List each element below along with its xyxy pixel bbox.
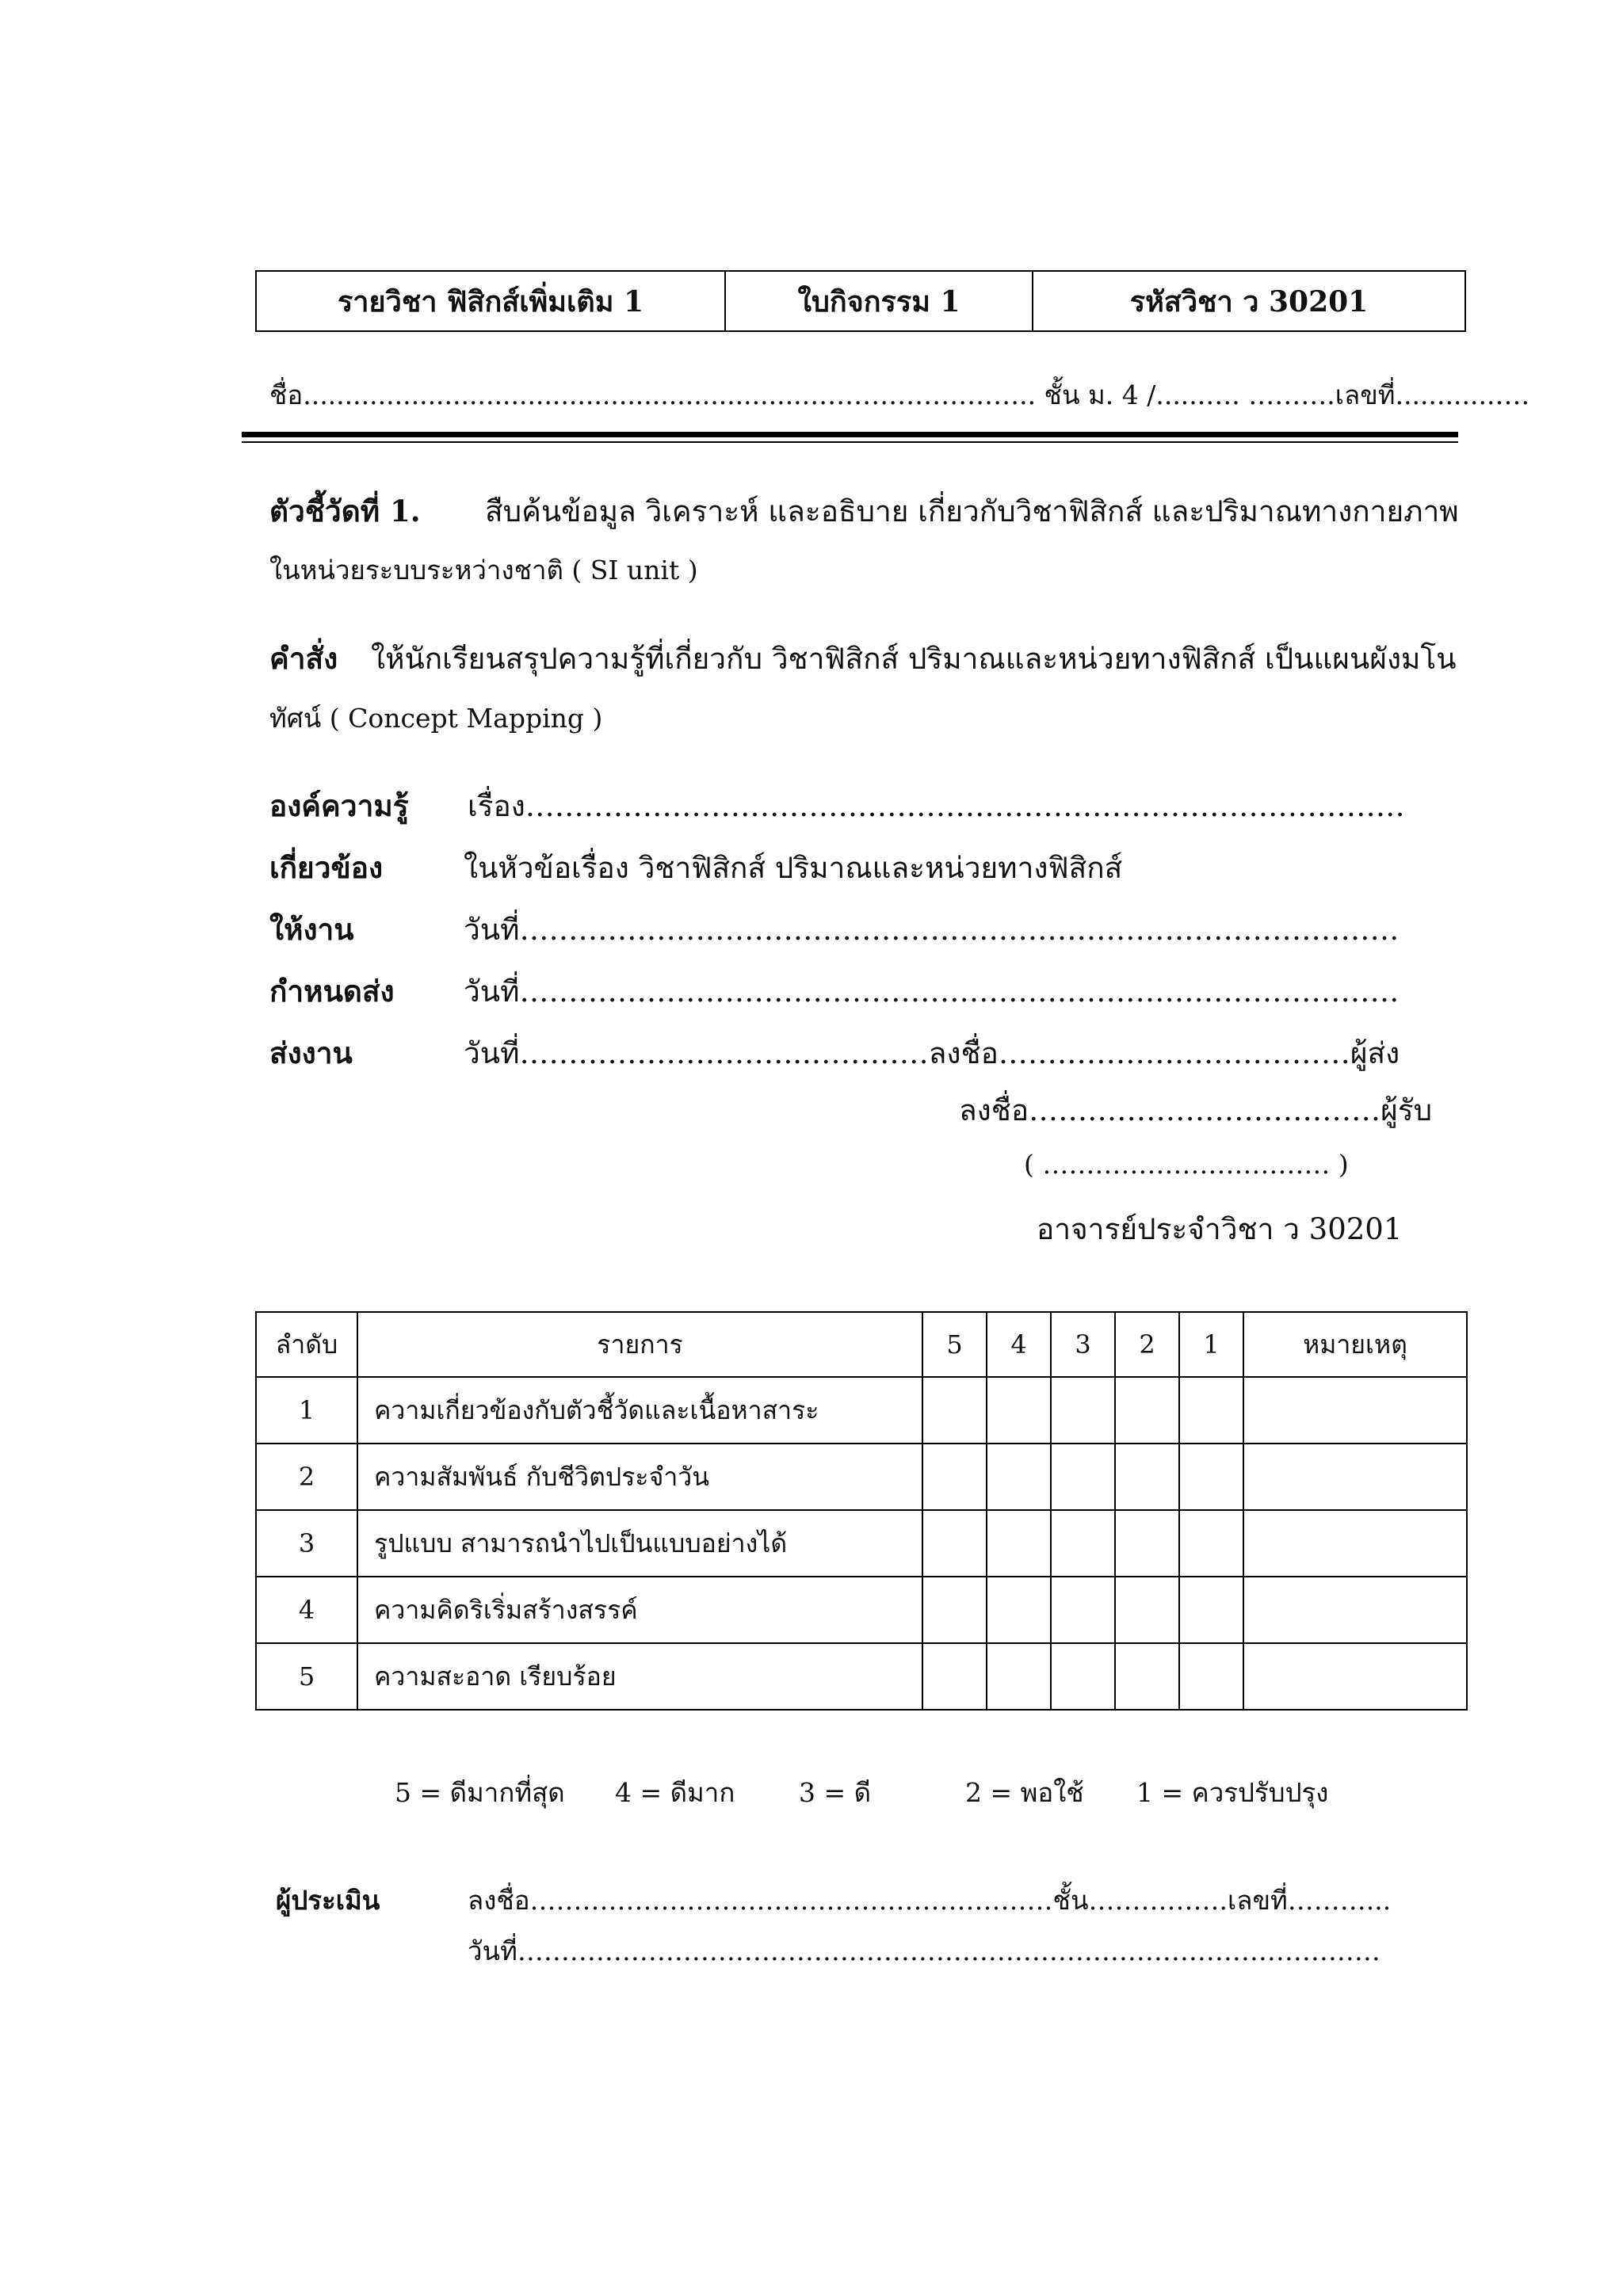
score-cell[interactable] <box>1115 1510 1179 1577</box>
score-cell[interactable] <box>1179 1377 1243 1444</box>
header-no: ลำดับ <box>256 1312 357 1377</box>
score-cell[interactable] <box>1051 1444 1115 1510</box>
info-value-related: ในหัวข้อเรื่อง วิชาฟิสิกส์ ปริมาณและหน่วยทางฟิสิกส์ <box>464 851 1123 885</box>
header-remark: หมายเหตุ <box>1243 1312 1467 1377</box>
legend-1: 1 = ควรปรับปรุง <box>1136 1777 1329 1808</box>
rubric-table <box>255 1311 1468 1711</box>
teacher-title: อาจารย์ประจำวิชา ว 30201 <box>1037 1212 1403 1246</box>
divider-thin <box>242 441 1458 443</box>
instruction-text: ให้นักเรียนสรุปความรู้ที่เกี่ยวกับ วิชาฟิสิกส์ ปริมาณและหน่วยทางฟิสิกส์ เป็นแผนผังมโน <box>371 642 1457 676</box>
info-label-knowledge: องค์ความรู้ <box>269 788 409 823</box>
evaluator-sign-line: ลงชื่อ……………………………………………………ชั้น…………….เลขที่………... <box>468 1885 1392 1916</box>
header-score-5: 5 <box>922 1312 987 1377</box>
score-cell[interactable] <box>1115 1643 1179 1710</box>
indicator-text: สืบค้นข้อมูล วิเคราะห์ และอธิบาย เกี่ยวกับวิชาฟิสิกส์ และปริมาณทางกายภาพ <box>485 494 1459 528</box>
header-score-1: 1 <box>1179 1312 1243 1377</box>
remark-cell[interactable] <box>1243 1377 1467 1444</box>
info-label-submit: ส่งงาน <box>269 1035 353 1070</box>
code-cell: รหัสวิชา ว 30201 <box>1129 284 1369 318</box>
info-value-submit: วันที่………………………...…………ลงชื่อ………………………………ผู้ส่ง <box>464 1036 1400 1070</box>
header-score-3: 3 <box>1051 1312 1115 1377</box>
remark-cell[interactable] <box>1243 1510 1467 1577</box>
remark-cell[interactable] <box>1243 1577 1467 1643</box>
header-item: รายการ <box>357 1312 922 1377</box>
receiver-line: ลงชื่อ………………………………ผู้รับ <box>959 1093 1433 1127</box>
header-score-4: 4 <box>987 1312 1051 1377</box>
remark-cell[interactable] <box>1243 1643 1467 1710</box>
score-cell[interactable] <box>1179 1577 1243 1643</box>
row-item: ความสะอาด เรียบร้อย <box>357 1643 922 1710</box>
header-score-2: 2 <box>1115 1312 1179 1377</box>
score-cell[interactable] <box>1051 1577 1115 1643</box>
row-no: 2 <box>256 1444 357 1510</box>
name-line: ชื่อ.............................................................…………………….. ชั้น ม. 4 /......…. ……….เลขที่............…. <box>269 379 1529 410</box>
evaluator-label: ผู้ประเมิน <box>276 1885 380 1916</box>
score-cell[interactable] <box>1115 1444 1179 1510</box>
score-cell[interactable] <box>922 1643 987 1710</box>
divider-thick <box>242 432 1458 437</box>
row-item: ความคิดริเริ่มสร้างสรรค์ <box>357 1577 922 1643</box>
score-cell[interactable] <box>1051 1510 1115 1577</box>
score-cell[interactable] <box>1051 1377 1115 1444</box>
info-value-assigned: วันที่……………………………………………………………………………… <box>464 913 1400 947</box>
table-header-row <box>256 1312 1467 1377</box>
instruction-text-cont: ทัศน์ ( Concept Mapping ) <box>269 703 603 734</box>
legend-5: 5 = ดีมากที่สุด <box>395 1777 565 1808</box>
remark-cell[interactable] <box>1243 1444 1467 1510</box>
row-item: รูปแบบ สามารถนำไปเป็นแบบอย่างได้ <box>357 1510 922 1577</box>
evaluator-date-line: วันที่……………………………………………………………………………………… <box>468 1936 1381 1966</box>
score-cell[interactable] <box>1179 1444 1243 1510</box>
indicator-text-cont: ในหน่วยระบบระหว่างชาติ ( SI unit ) <box>269 555 698 585</box>
info-label-related: เกี่ยวข้อง <box>269 850 384 885</box>
table-row <box>256 1643 1467 1710</box>
info-value-knowledge: เรื่อง……………………………………………………………………………… <box>468 789 1405 823</box>
activity-cell: ใบกิจกรรม 1 <box>726 272 1033 330</box>
score-cell[interactable] <box>922 1444 987 1510</box>
score-cell[interactable] <box>1115 1577 1179 1643</box>
score-cell[interactable] <box>987 1444 1051 1510</box>
score-cell[interactable] <box>1179 1510 1243 1577</box>
instruction-label: คำสั่ง <box>269 641 338 676</box>
table-row <box>256 1377 1467 1444</box>
score-cell[interactable] <box>987 1577 1051 1643</box>
score-cell[interactable] <box>1179 1643 1243 1710</box>
info-label-assigned: ให้งาน <box>269 912 354 947</box>
score-cell[interactable] <box>1115 1377 1179 1444</box>
score-cell[interactable] <box>987 1643 1051 1710</box>
indicator-label: ตัวชี้วัดที่ 1. <box>269 494 421 528</box>
info-label-due: กำหนดส่ง <box>269 974 395 1009</box>
table-row <box>256 1444 1467 1510</box>
header-box <box>255 270 1466 332</box>
row-no: 1 <box>256 1377 357 1444</box>
row-no: 4 <box>256 1577 357 1643</box>
teacher-name-paren: ( …………………………… ) <box>1024 1149 1349 1180</box>
info-value-due: วันที่……………………………………………………………………………… <box>464 974 1400 1009</box>
subject-cell: รายวิชา ฟิสิกส์เพิ่มเติม 1 <box>257 272 726 330</box>
score-cell[interactable] <box>922 1377 987 1444</box>
row-item: ความสัมพันธ์ กับชีวิตประจำวัน <box>357 1444 922 1510</box>
score-cell[interactable] <box>987 1377 1051 1444</box>
legend-2: 2 = พอใช้ <box>965 1777 1084 1808</box>
legend-4: 4 = ดีมาก <box>615 1777 735 1808</box>
score-cell[interactable] <box>922 1577 987 1643</box>
row-no: 5 <box>256 1643 357 1710</box>
table-row <box>256 1577 1467 1643</box>
score-cell[interactable] <box>922 1510 987 1577</box>
row-no: 3 <box>256 1510 357 1577</box>
row-item: ความเกี่ยวข้องกับตัวชี้วัดและเนื้อหาสาระ <box>357 1377 922 1444</box>
table-row <box>256 1510 1467 1577</box>
legend-3: 3 = ดี <box>799 1777 872 1808</box>
score-cell[interactable] <box>987 1510 1051 1577</box>
score-cell[interactable] <box>1051 1643 1115 1710</box>
